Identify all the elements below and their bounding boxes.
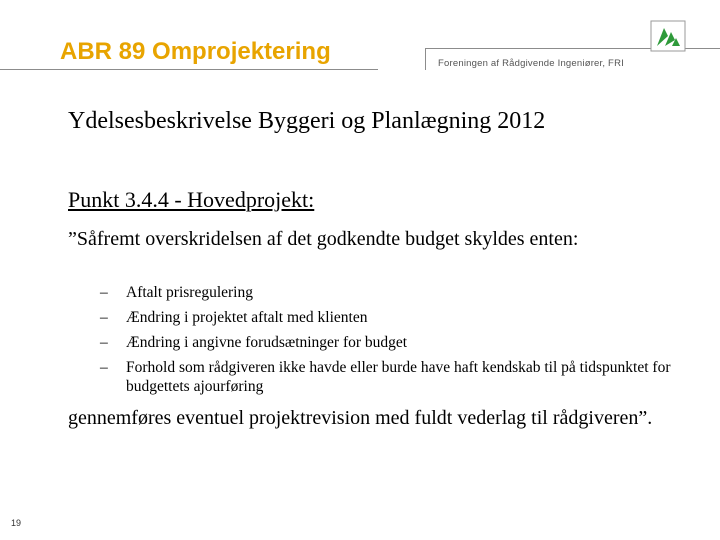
bullet-text: Forhold som rådgiveren ikke havde eller burde have haft kendskab til på tidspunktet for budgettets ajourføring [126,359,671,395]
bullet-text: Ændring i angivne forudsætninger for budget [126,334,408,351]
slide-subtitle: Ydelsesbeskrivelse Byggeri og Planlægning 2012 [68,108,546,134]
section-heading: Punkt 3.4.4 - Hovedprojekt: [68,187,315,212]
conclusion-paragraph: gennemføres eventuel projektrevision med fuldt vederlag til rådgiveren”. [68,407,653,429]
dash-bullet-marker: – [100,309,108,326]
dash-bullet-marker: – [100,334,108,351]
page-number: 19 [11,518,22,528]
dash-bullet-marker: – [100,359,108,376]
slide-header-title: ABR 89 Omprojektering [60,38,331,65]
bullet-text: Ændring i projektet aftalt med klienten [126,309,368,326]
list-item [100,308,680,327]
fri-logo-icon [650,20,686,52]
dash-bullet-marker: – [100,284,108,301]
list-item [100,333,680,352]
intro-paragraph: ”Såfremt overskridelsen af det godkendte budget skyldes enten: [68,228,579,250]
organization-name: Foreningen af Rådgivende Ingeniører, FRI [438,58,624,69]
bullet-list [100,283,680,402]
bullet-text: Aftalt prisregulering [126,284,253,301]
list-item [100,358,680,396]
header-divider-left [0,69,378,70]
list-item [100,283,680,302]
